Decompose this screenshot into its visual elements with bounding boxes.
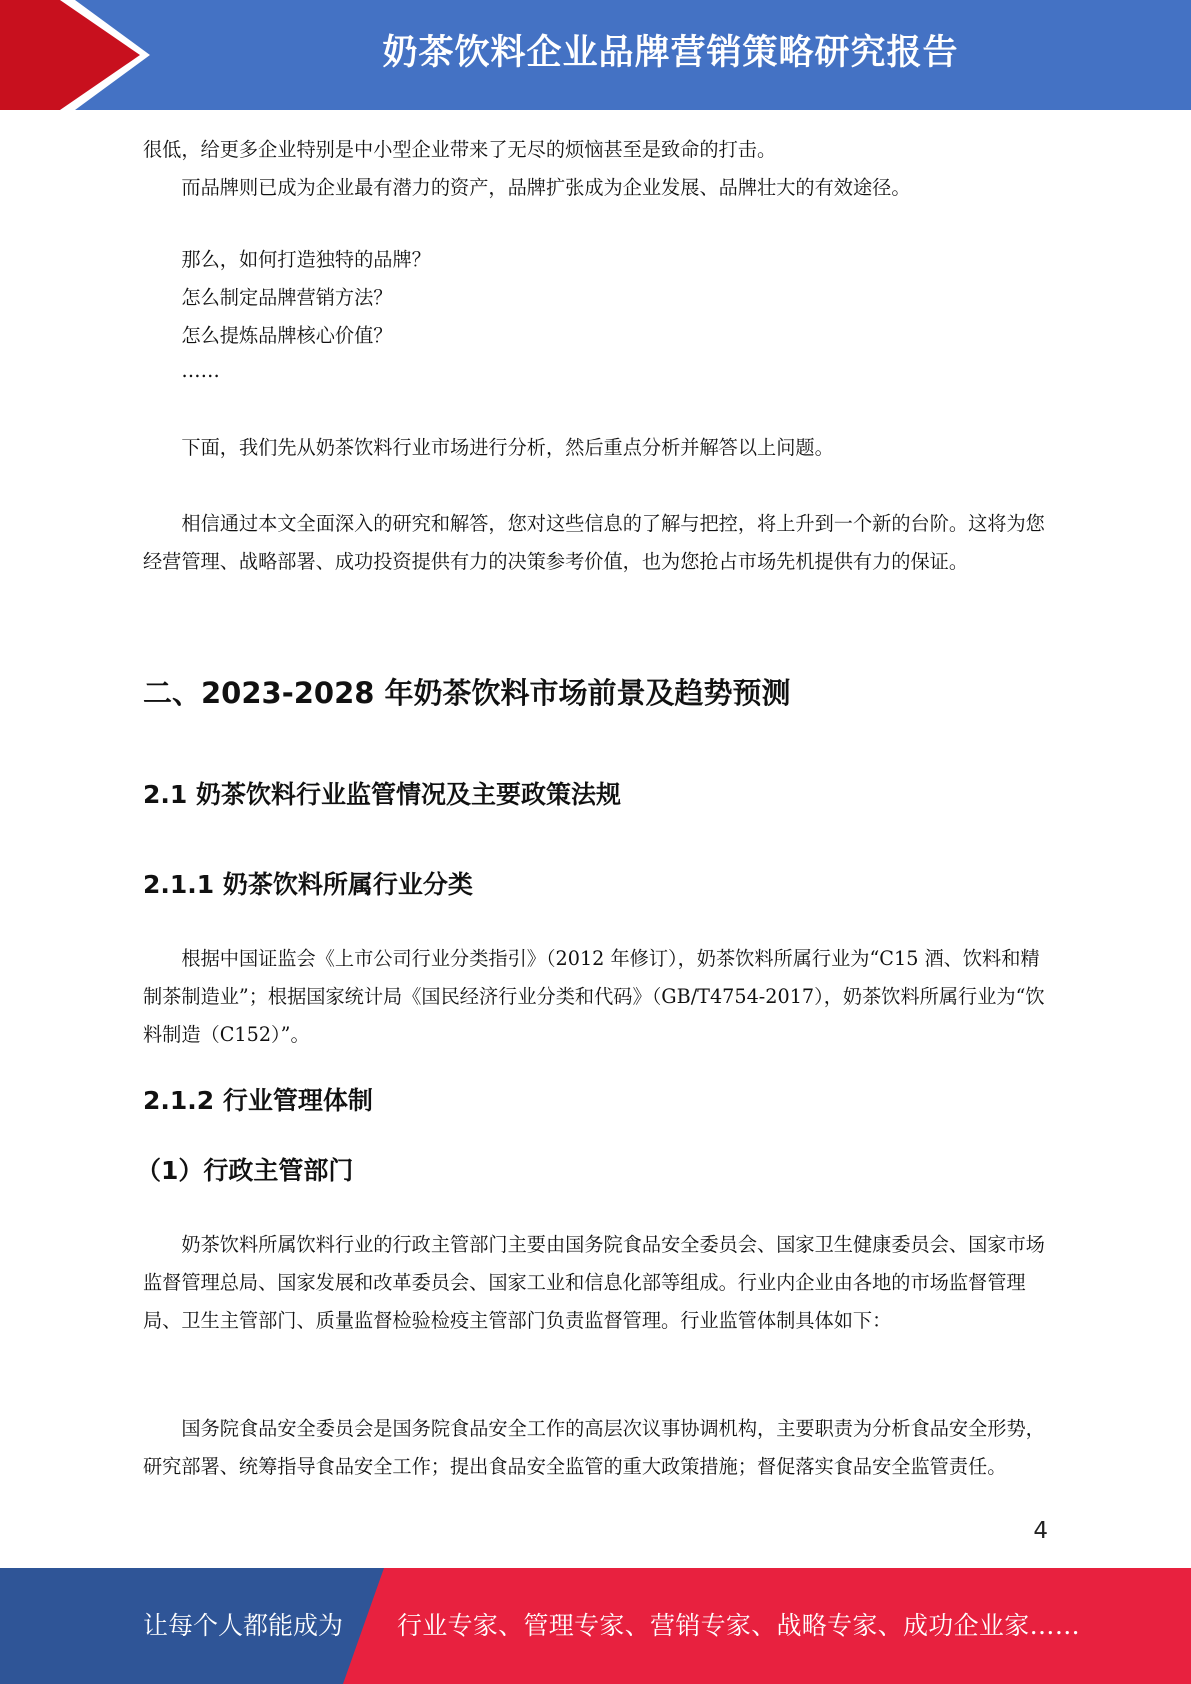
intro-paragraph-4: 相信通过本文全面深入的研究和解答，您对这些信息的了解与把控，将上升到一个新的台阶。这将为您经营管理、战略部署、成功投资提供有力的决策参考价值，也为您抢占市场先机提供有力的保证。 — [143, 512, 1045, 573]
subsection-heading-2-1: 2.1 奶茶饮料行业监管情况及主要政策法规 — [143, 780, 621, 809]
question-2: 怎么制定品牌营销方法？ — [181, 286, 393, 309]
question-3: 怎么提炼品牌核心价值？ — [181, 324, 393, 347]
authority-paragraph-block — [143, 1226, 1048, 1340]
classification-paragraph-block — [143, 940, 1048, 1054]
intro-paragraph-2: 而品牌则已成为企业最有潜力的资产，品牌扩张成为企业发展、品牌壮大的有效途径。 — [181, 176, 911, 199]
subsection-heading-2-1-1: 2.1.1 奶茶饮料所属行业分类 — [143, 870, 473, 899]
authority-paragraph-1: 奶茶饮料所属饮料行业的行政主管部门主要由国务院食品安全委员会、国家卫生健康委员会、国家市场监督管理总局、国家发展和改革委员会、国家工业和信息化部等组成。行业内企业由各地的市场监督管理局、卫生主管部门、质量监督检验检疫主管部门负责监督管理。行业监管体制具体如下： — [143, 1233, 1045, 1332]
committee-paragraph-block — [143, 1410, 1048, 1486]
header-arrow-decoration — [0, 0, 160, 110]
authority-paragraph-2: 国务院食品安全委员会是国务院食品安全工作的高层次议事协调机构，主要职责为分析食品安全形势，研究部署、统筹指导食品安全工作；提出食品安全监管的重大政策措施；督促落实食品安全监管责任。 — [143, 1417, 1045, 1478]
question-1: 那么，如何打造独特的品牌？ — [181, 248, 431, 271]
intro-paragraph-1: 很低，给更多企业特别是中小型企业带来了无尽的烦恼甚至是致命的打击。 — [143, 138, 777, 161]
item-heading-1: （1）行政主管部门 — [136, 1156, 354, 1185]
section-heading-2: 二、2023-2028 年奶茶饮料市场前景及趋势预测 — [143, 676, 791, 710]
page-number: 4 — [1033, 1518, 1048, 1544]
header-title: 奶茶饮料企业品牌营销策略研究报告 — [382, 33, 959, 73]
footer-slogan-left: 让每个人都能成为 — [143, 1611, 344, 1640]
ellipsis: …… — [181, 359, 220, 382]
classification-paragraph: 根据中国证监会《上市公司行业分类指引》（2012 年修订），奶茶饮料所属行业为“C15 酒、饮料和精制茶制造业”；根据国家统计局《国民经济行业分类和代码》（GB/T4754-2017），奶茶饮料所属行业为“饮料制造（C152）”。 — [143, 947, 1045, 1046]
intro-section — [143, 131, 1048, 581]
intro-paragraph-3: 下面，我们先从奶茶饮料行业市场进行分析，然后重点分析并解答以上问题。 — [181, 436, 834, 459]
page-header — [0, 0, 1191, 110]
footer-slogan-right: 行业专家、管理专家、营销专家、战略专家、成功企业家…… — [397, 1611, 1081, 1640]
page-footer — [0, 1568, 1191, 1684]
subsection-heading-2-1-2: 2.1.2 行业管理体制 — [143, 1086, 373, 1115]
